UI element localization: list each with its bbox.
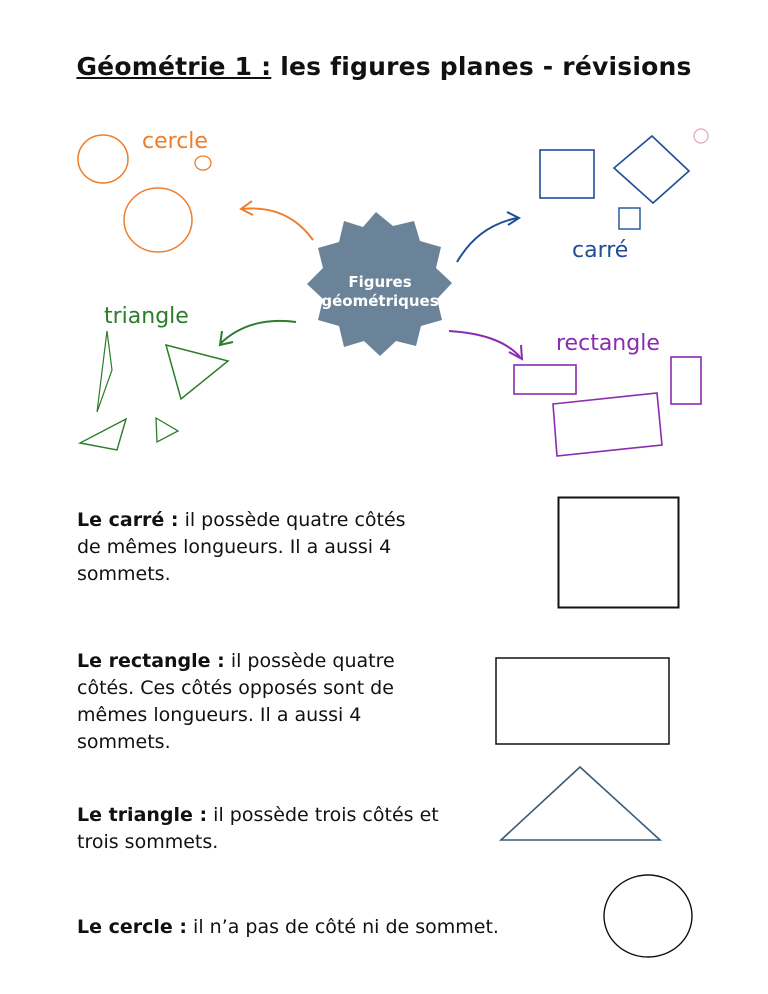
carre-label: carré (572, 238, 629, 263)
carre-shape-2 (614, 136, 689, 203)
definition-triangle-term: Le triangle : (77, 804, 208, 826)
carre-shape-3 (619, 208, 640, 229)
cercle-shape-1 (78, 135, 128, 183)
triangle-arrow (221, 321, 296, 343)
triangle-example-shape (498, 765, 663, 843)
triangle-label: triangle (104, 304, 189, 329)
definition-carre-text: il possède quatre côtés de mêmes longueurs. Il a aussi 4 sommets. (77, 509, 406, 585)
mindmap-diagram (0, 110, 768, 470)
triangle-shape-2 (166, 345, 228, 399)
rectangle-shape-3 (553, 393, 662, 456)
rectangle-shape-2 (671, 357, 701, 404)
definition-carre-term: Le carré : (77, 509, 179, 531)
title-rest: les figures planes - révisions (280, 52, 692, 81)
definition-cercle-term: Le cercle : (77, 916, 188, 938)
cercle-arrow (242, 208, 313, 240)
definition-rectangle-text: il possède quatre côtés. Ces côtés opposés sont de mêmes longueurs. Il a aussi 4 sommets. (77, 650, 395, 753)
carre-shape-1 (540, 150, 594, 198)
triangle-shape-3 (80, 419, 126, 450)
definition-cercle (77, 914, 557, 941)
decorative-doodle (694, 129, 708, 143)
definition-rectangle-term: Le rectangle : (77, 650, 225, 672)
definition-cercle-text: il n’a pas de côté ni de sommet. (187, 916, 499, 938)
carre-example-shape (557, 496, 682, 611)
cercle-example-shape (602, 873, 694, 959)
rectangle-example-shape (495, 657, 671, 747)
rectangle-shape-1 (514, 365, 576, 394)
cercle-shape-3 (124, 188, 192, 252)
triangle-shape-4 (156, 418, 178, 442)
title-underlined: Géométrie 1 : (76, 52, 272, 81)
page-title (0, 52, 768, 81)
center-label-line1: Figures (348, 273, 412, 291)
rectangle-label: rectangle (556, 331, 660, 356)
center-label-line2: géométriques (321, 292, 439, 310)
definition-triangle (77, 802, 457, 856)
cercle-label: cercle (142, 129, 208, 154)
definition-carre (77, 507, 407, 588)
triangle-shape-1 (97, 331, 112, 412)
definition-triangle-text: il possède trois côtés et trois sommets. (77, 804, 439, 853)
definition-rectangle (77, 648, 447, 756)
cercle-shape-2 (195, 156, 211, 170)
